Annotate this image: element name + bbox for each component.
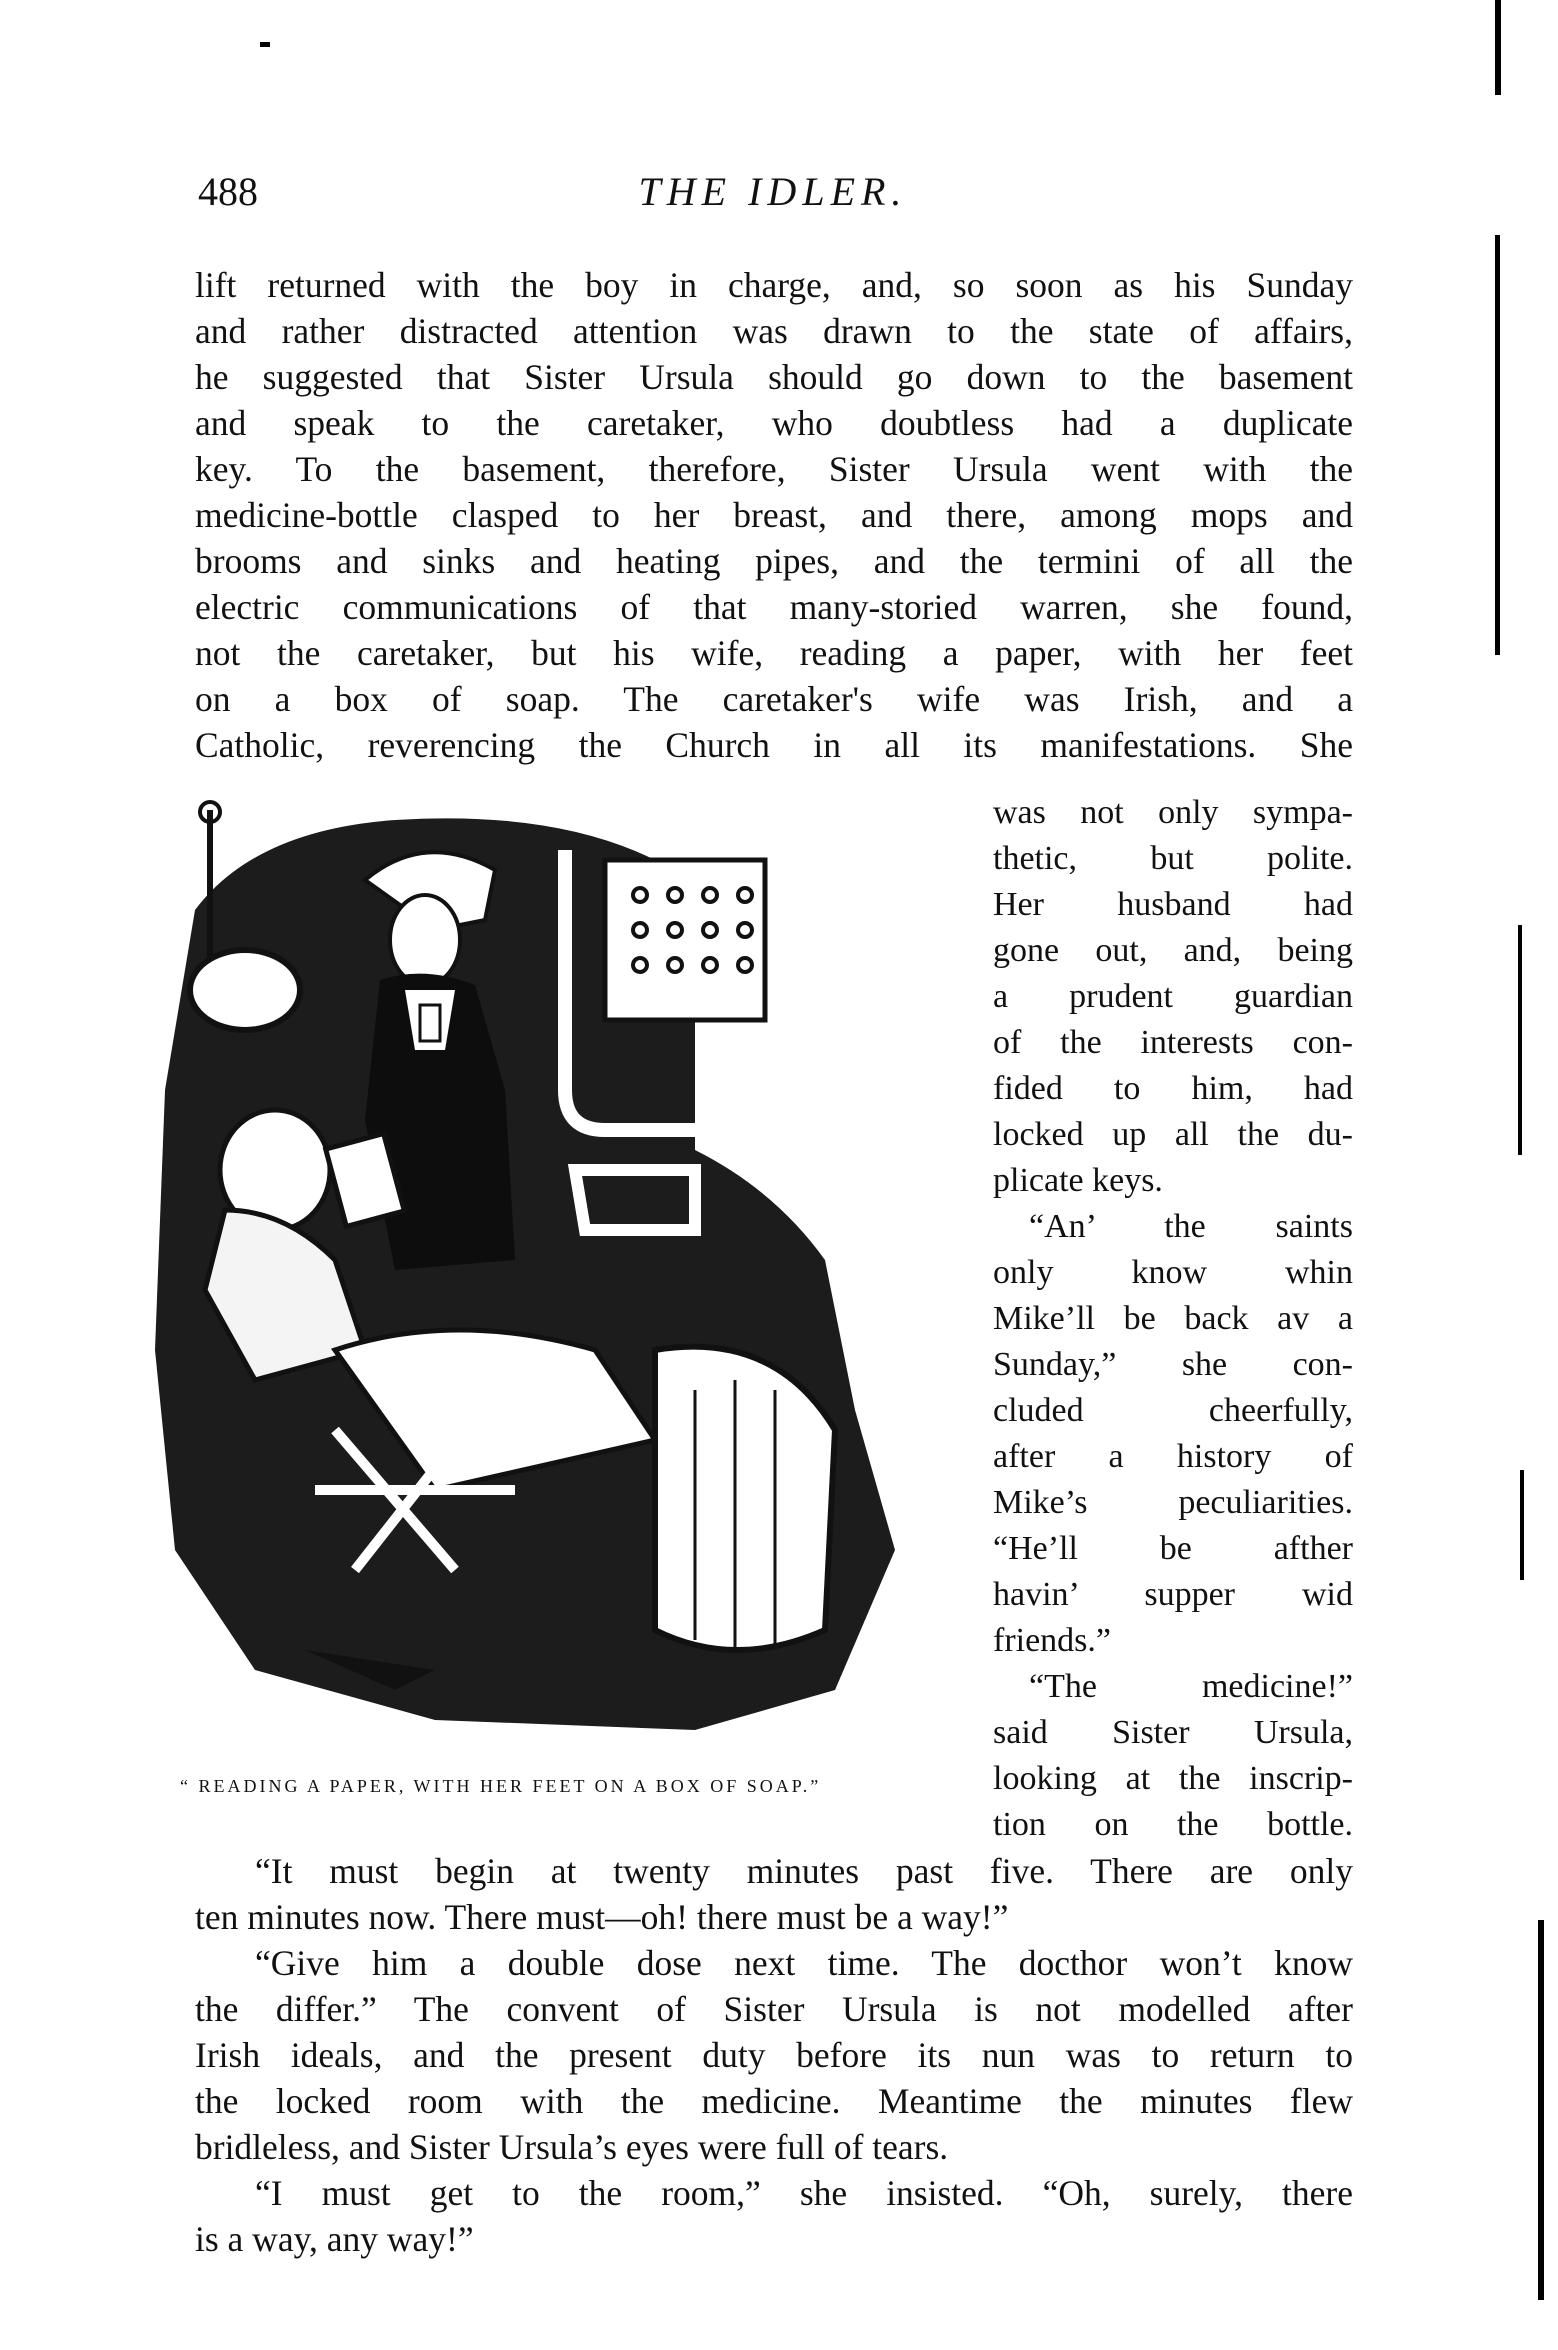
text-line: cluded cheerfully,: [993, 1392, 1353, 1429]
illustration-woman-reading: [135, 790, 955, 1740]
text-line: was not only sympa-: [993, 794, 1353, 831]
text-line: lift returned with the boy in charge, and, so soon as his Sunday: [195, 265, 1353, 305]
text-line: after a history of: [993, 1438, 1353, 1475]
text-line: bridleless, and Sister Ursula’s eyes were full of tears.: [195, 2127, 949, 2167]
text-line: thetic, but polite.: [993, 840, 1353, 877]
text-line: a prudent guardian: [993, 978, 1353, 1015]
running-title: THE IDLER.: [638, 169, 908, 214]
text-line: key. To the basement, therefore, Sister Ursula went with the: [195, 449, 1353, 489]
text-line: looking at the inscrip-: [993, 1760, 1353, 1797]
text-line: “An’ the saints: [1029, 1208, 1353, 1245]
text-line: friends.”: [993, 1622, 1112, 1659]
illustration-caption: “ READING A PAPER, WITH HER FEET ON A BOX OF SOAP.”: [180, 1776, 822, 1796]
text-line: and speak to the caretaker, who doubtless had a duplicate: [195, 403, 1353, 443]
scan-edge-mark: [1518, 925, 1522, 1155]
text-line: Sunday,” she con-: [993, 1346, 1353, 1383]
page-number: 488: [198, 169, 258, 214]
scan-edge-mark: [1520, 1470, 1524, 1580]
text-line: Mike’ll be back av a: [993, 1300, 1353, 1337]
page-header: [198, 168, 1348, 228]
text-line: tion on the bottle.: [993, 1806, 1353, 1843]
text-line: locked up all the du-: [993, 1116, 1353, 1153]
text-line: and rather distracted attention was drawn to the state of affairs,: [195, 311, 1353, 351]
text-line: the differ.” The convent of Sister Ursula is not modelled after: [195, 1989, 1353, 2029]
text-line: only know whin: [993, 1254, 1353, 1291]
text-line: “I must get to the room,” she insisted. “Oh, surely, there: [255, 2173, 1353, 2213]
text-line: not the caretaker, but his wife, reading a paper, with her feet: [195, 633, 1353, 673]
text-line: electric communications of that many-storied warren, she found,: [195, 587, 1353, 627]
text-line: on a box of soap. The caretaker's wife was Irish, and a: [195, 679, 1353, 719]
text-line: Catholic, reverencing the Church in all its manifestations. She: [195, 725, 1353, 765]
text-line: the locked room with the medicine. Meantime the minutes flew: [195, 2081, 1353, 2121]
text-line: medicine-bottle clasped to her breast, and there, among mops and: [195, 495, 1353, 535]
text-line: “The medicine!”: [1029, 1668, 1353, 1705]
text-line: “It must begin at twenty minutes past five. There are only: [255, 1851, 1353, 1891]
scan-speck: [260, 42, 270, 47]
scan-edge-mark: [1495, 0, 1501, 95]
text-line: of the interests con-: [993, 1024, 1353, 1061]
text-line: ten minutes now. There must—oh! there must be a way!”: [195, 1897, 1009, 1937]
text-line: “Give him a double dose next time. The docthor won’t know: [255, 1943, 1353, 1983]
text-line: said Sister Ursula,: [993, 1714, 1353, 1751]
scan-edge-mark: [1495, 235, 1500, 655]
text-line: Mike’s peculiarities.: [993, 1484, 1353, 1521]
text-line: brooms and sinks and heating pipes, and the termini of all the: [195, 541, 1353, 581]
text-line: havin’ supper wid: [993, 1576, 1353, 1613]
text-line: plicate keys.: [993, 1162, 1163, 1199]
text-line: Her husband had: [993, 886, 1353, 923]
text-line: is a way, any way!”: [195, 2219, 474, 2259]
text-line: “He’ll be afther: [993, 1530, 1353, 1567]
scan-edge-mark: [1538, 1920, 1544, 2300]
text-line: Irish ideals, and the present duty before its nun was to return to: [195, 2035, 1353, 2075]
text-line: gone out, and, being: [993, 932, 1353, 969]
text-line: he suggested that Sister Ursula should go down to the basement: [195, 357, 1353, 397]
text-line: fided to him, had: [993, 1070, 1353, 1107]
